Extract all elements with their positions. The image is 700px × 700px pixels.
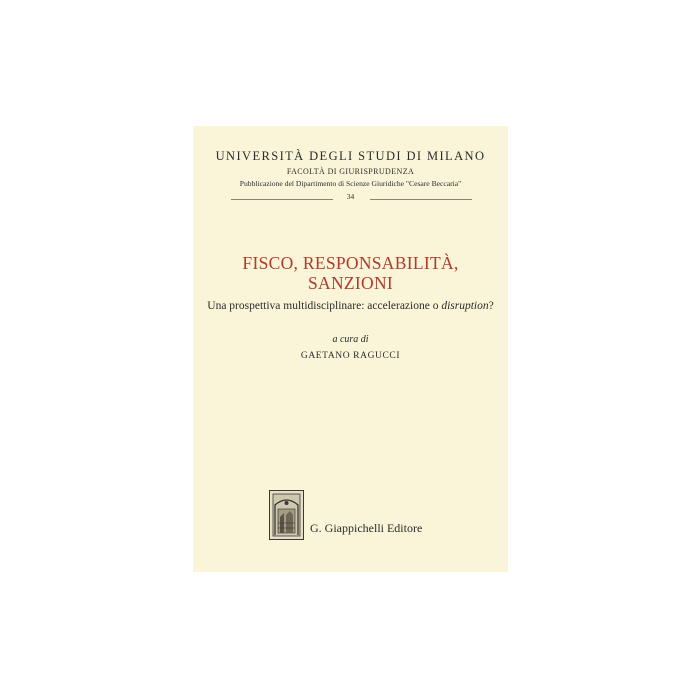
series-number: 34 — [346, 192, 355, 201]
publisher-name: G. Giappichelli Editore — [310, 521, 423, 535]
title-line-2: SANZIONI — [307, 273, 394, 293]
subtitle-end: ? — [488, 300, 494, 312]
publisher-logo-icon — [269, 490, 304, 540]
department-name: Pubblicazione del Dipartimento di Scienze Giuridiche "Cesare Beccaria" — [239, 179, 462, 188]
title-line-1: FISCO, RESPONSABILITÀ, — [242, 253, 459, 273]
editor-name: GAETANO RAGUCCI — [300, 351, 401, 361]
faculty-name: FACOLTÀ DI GIURISPRUDENZA — [286, 167, 415, 176]
subtitle-main: Una prospettiva multidisciplinare: accelerazione o — [207, 300, 442, 312]
subtitle-italic: disruption — [441, 300, 489, 312]
book-title — [193, 253, 508, 293]
curated-by-label: a cura di — [332, 334, 369, 345]
university-name: UNIVERSITÀ DEGLI STUDI DI MILANO — [215, 149, 486, 163]
book-cover — [193, 126, 508, 572]
divider-right — [370, 199, 472, 200]
book-subtitle — [193, 300, 508, 312]
